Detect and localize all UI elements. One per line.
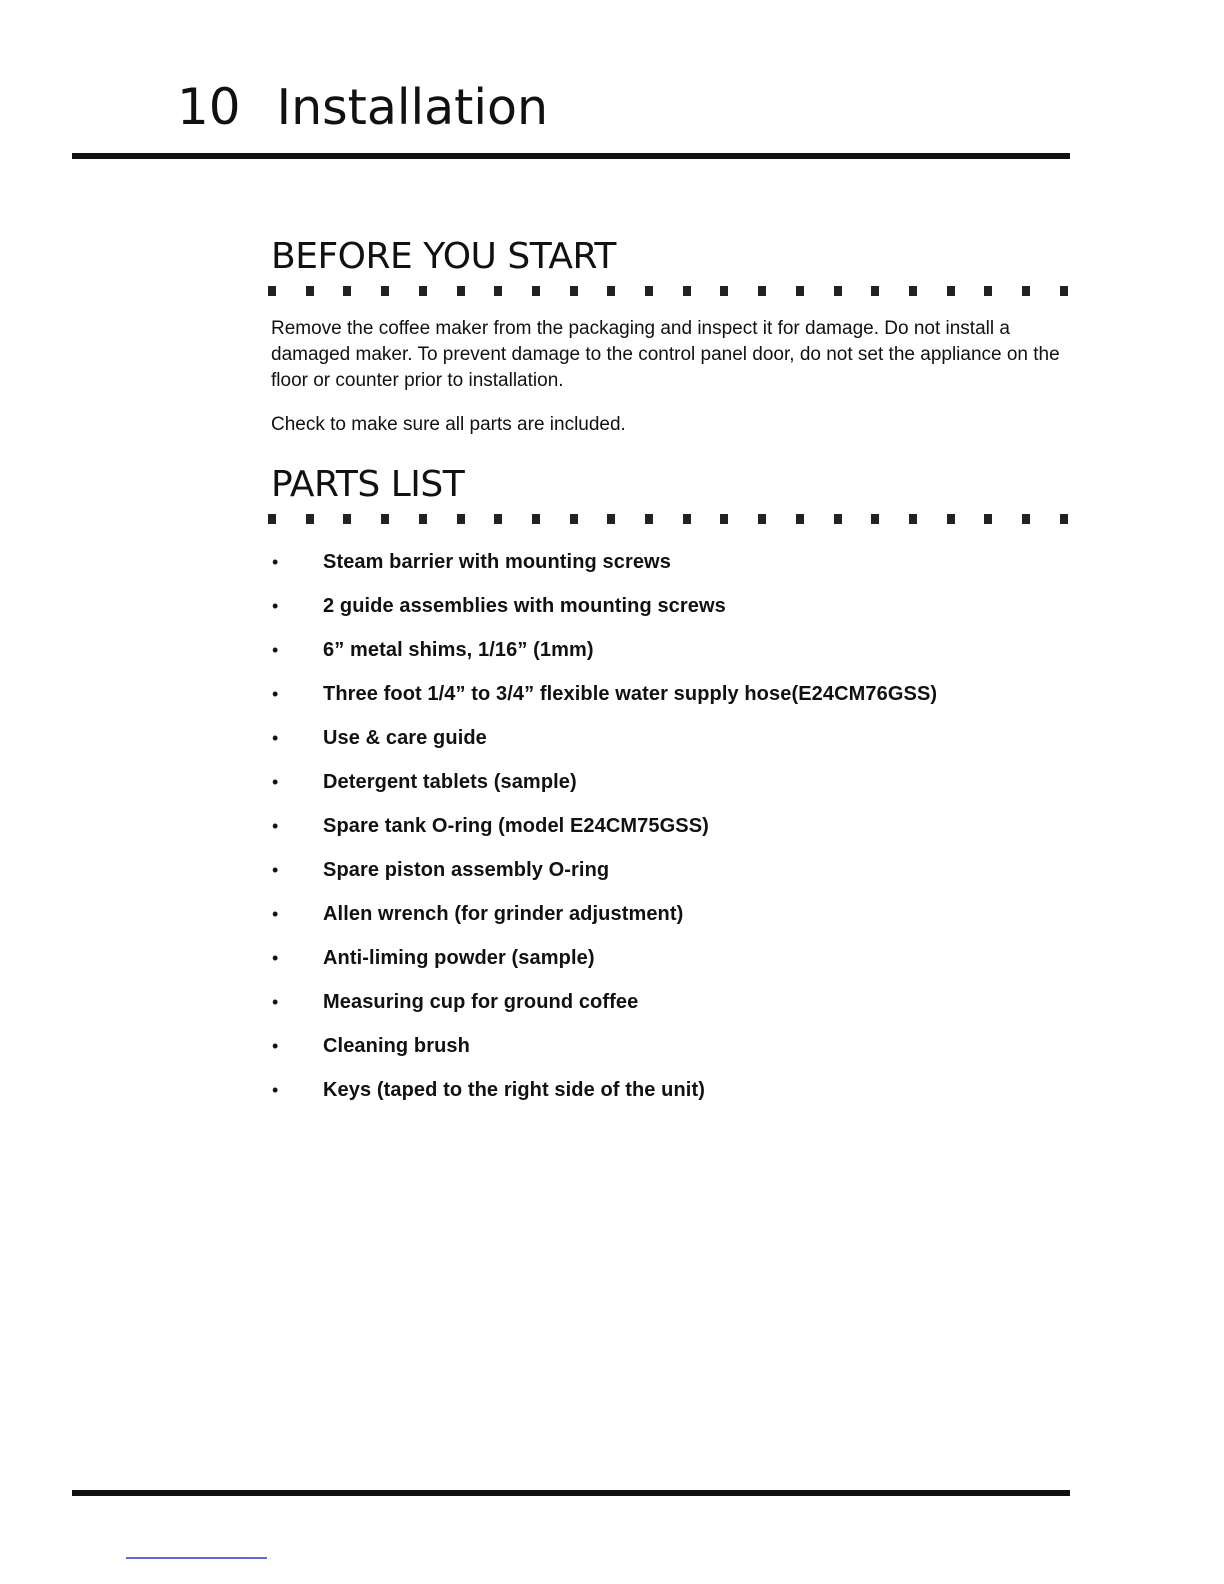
list-item-text: Cleaning brush [323,1034,470,1057]
list-item-text: Detergent tablets (sample) [323,770,577,793]
bullet-icon: • [272,771,279,792]
page-number: 10 [177,78,241,136]
footer-rule [72,1490,1070,1496]
bullet-icon: • [272,727,279,748]
bullet-icon: • [272,991,279,1012]
list-item-text: Use & care guide [323,726,487,749]
list-item-text: 6” metal shims, 1/16” (1mm) [323,638,594,661]
list-item [271,1024,1071,1068]
bullet-icon: • [272,551,279,572]
bullet-icon: • [272,595,279,616]
list-item [271,848,1071,892]
list-item [271,760,1071,804]
bullet-icon: • [272,815,279,836]
list-item-text: Three foot 1/4” to 3/4” flexible water supply hose(E24CM76GSS) [323,682,938,705]
list-item-text: Spare tank O-ring (model E24CM75GSS) [323,814,709,837]
list-item-text: Steam barrier with mounting screws [323,550,671,573]
main-content [271,232,1071,1112]
page-title: Installation [276,79,549,136]
bullet-icon: • [272,1079,279,1100]
paragraph: Check to make sure all parts are included. [271,414,626,435]
list-item-text: Anti-liming powder (sample) [323,946,595,969]
list-item [271,672,1071,716]
page-header [177,78,548,148]
intro-paragraphs [271,316,1071,438]
list-item [271,716,1071,760]
parts-list [271,540,1071,1112]
footer-link-underline [126,1557,267,1559]
bullet-icon: • [272,639,279,660]
bullet-icon: • [272,903,279,924]
bullet-icon: • [272,859,279,880]
list-item [271,892,1071,936]
list-item-text: Spare piston assembly O-ring [323,858,610,881]
paragraph: Remove the coffee maker from the packaging and inspect it for damage. Do not install a damaged maker. To prevent damage to the control panel door, do not set the appliance on the floor or counter prior to installation. [271,318,1060,391]
section-heading-parts-list: PARTS LIST [271,464,465,505]
list-item [271,584,1071,628]
list-item-text: Measuring cup for ground coffee [323,990,639,1013]
list-item [271,936,1071,980]
bullet-icon: • [272,683,279,704]
list-item [271,804,1071,848]
list-item [271,628,1071,672]
list-item [271,980,1071,1024]
bullet-icon: • [272,1035,279,1056]
bullet-icon: • [272,947,279,968]
list-item-text: Keys (taped to the right side of the unit) [323,1078,705,1101]
section-heading-before-you-start: BEFORE YOU START [271,236,616,277]
list-item-text: Allen wrench (for grinder adjustment) [323,902,684,925]
dotted-divider [268,514,1068,524]
list-item-text: 2 guide assemblies with mounting screws [323,594,726,617]
dotted-divider [268,286,1068,296]
header-rule [72,153,1070,159]
list-item [271,540,1071,584]
list-item [271,1068,1071,1112]
